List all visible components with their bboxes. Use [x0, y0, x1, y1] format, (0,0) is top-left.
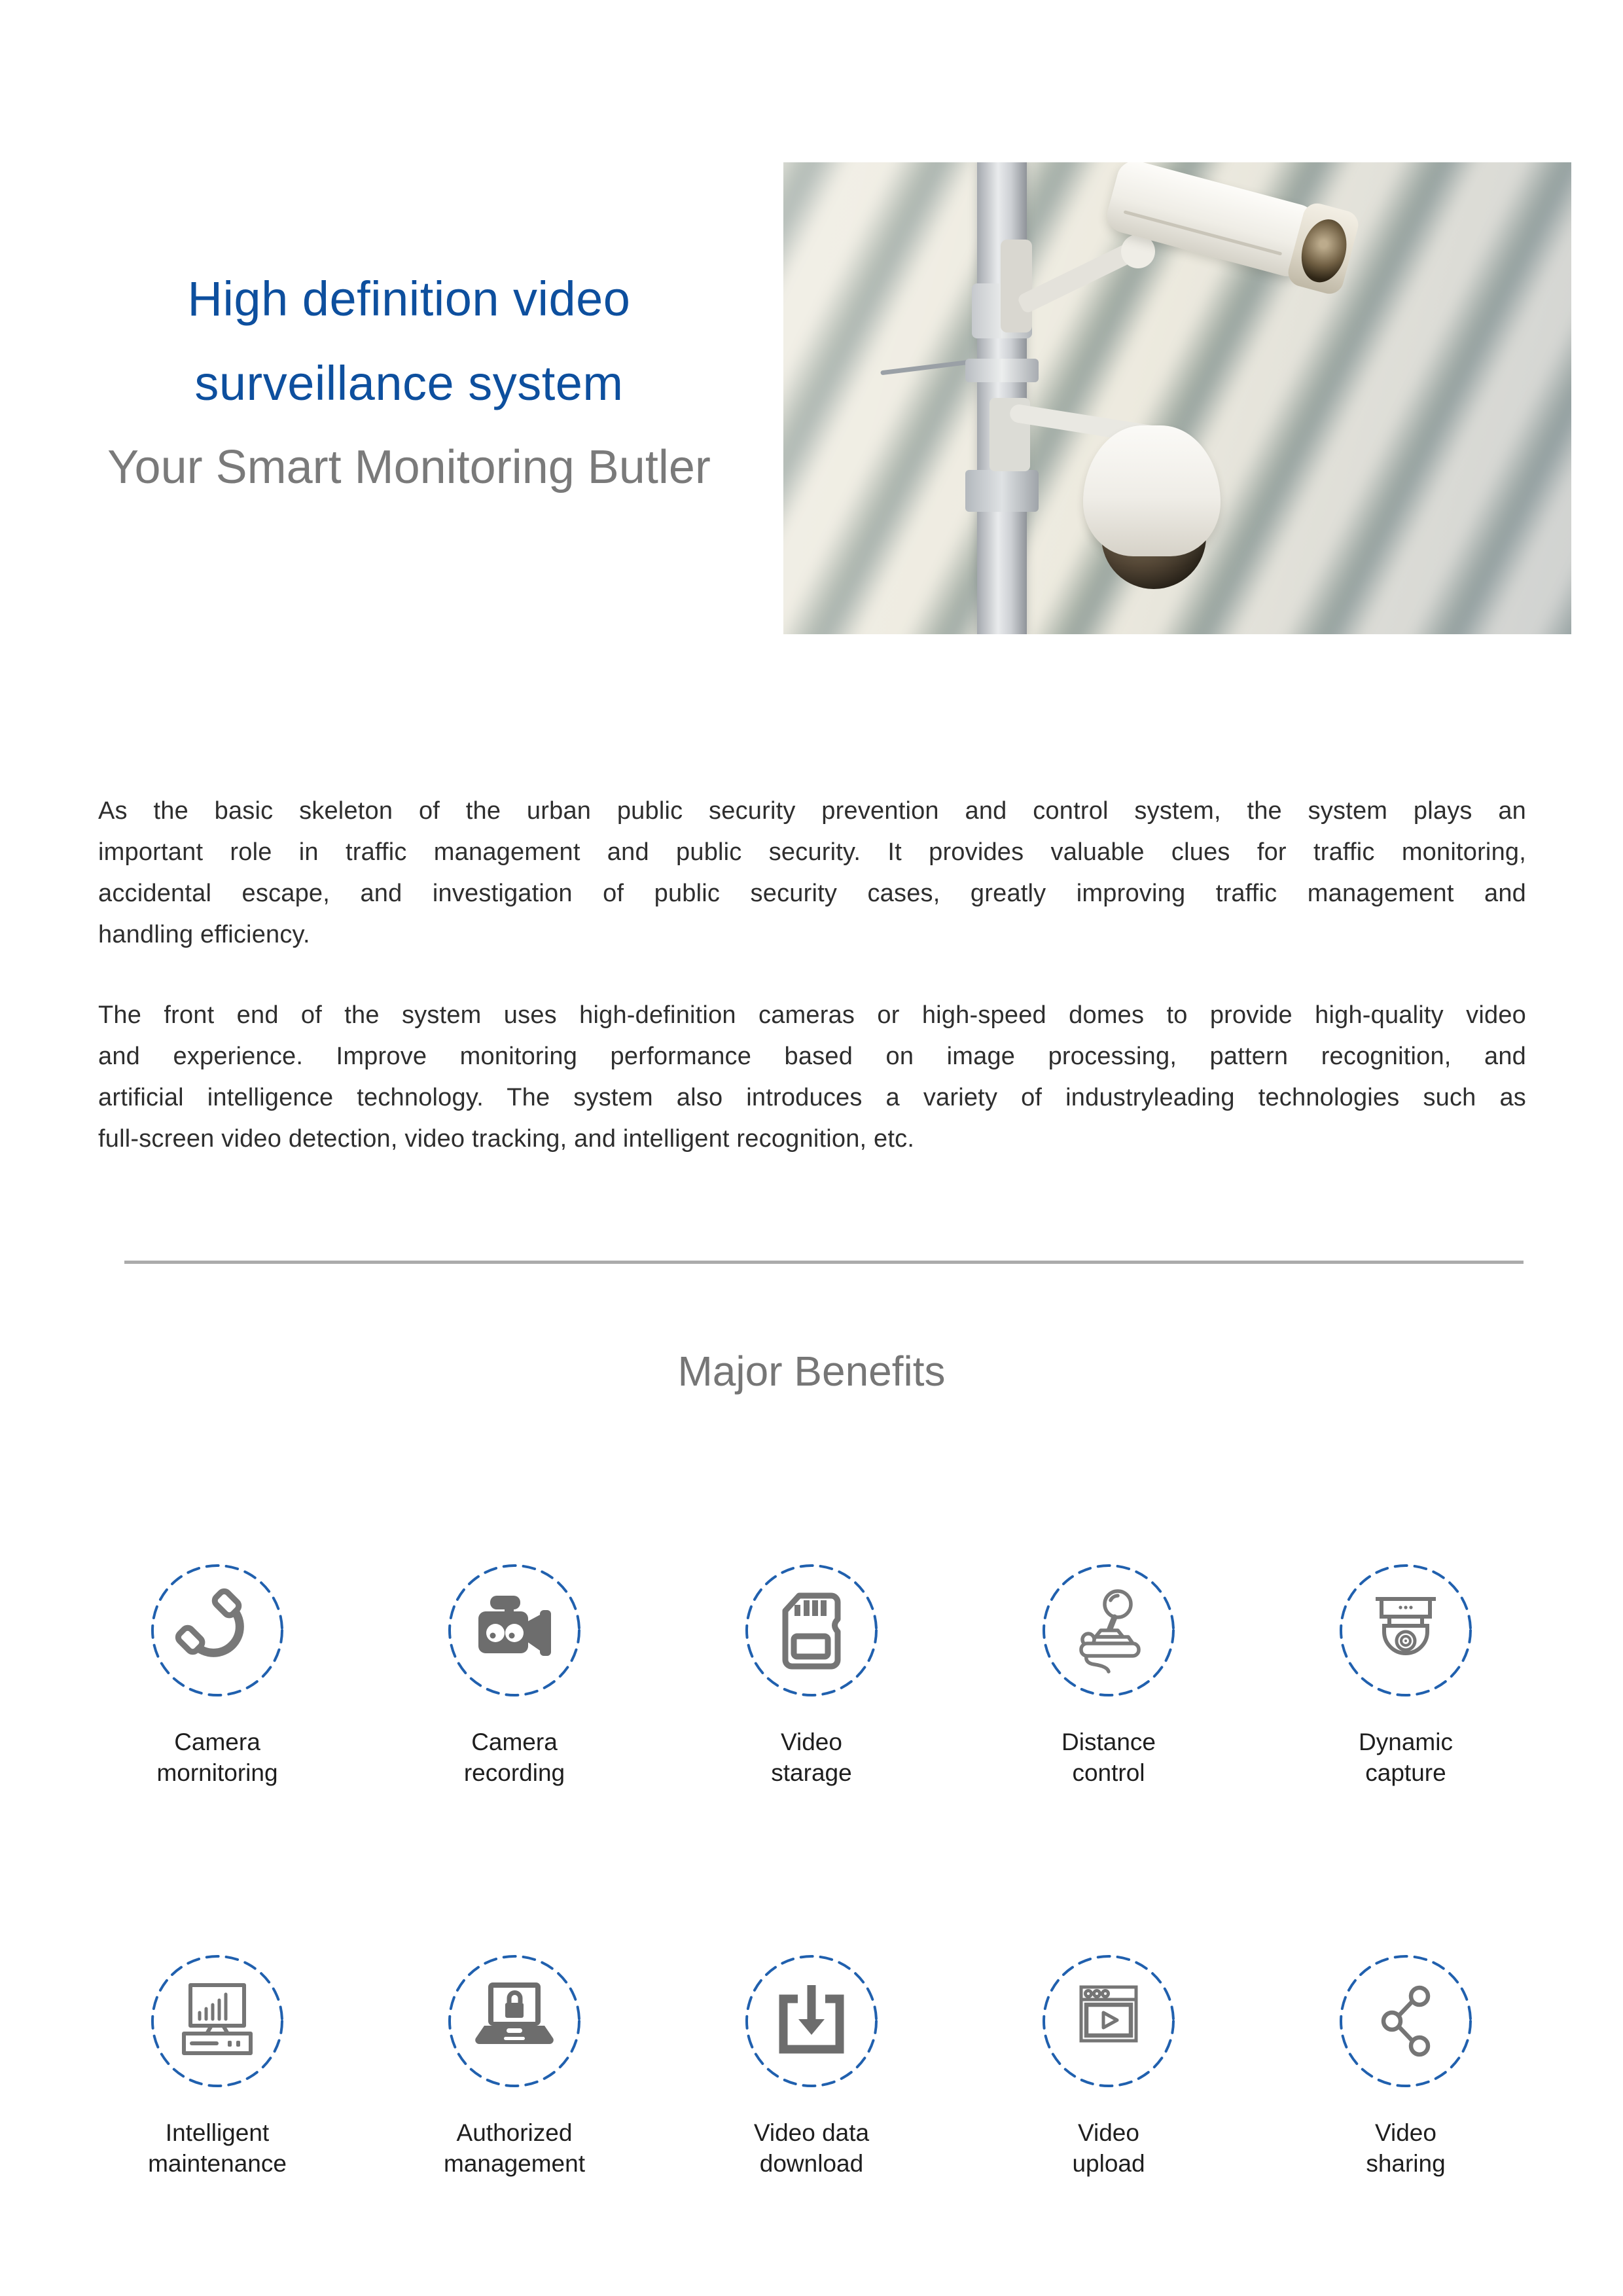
- benefits-row-1: [69, 1563, 1554, 1788]
- benefit-label: Camera mornitoring: [156, 1729, 278, 1786]
- benefit-item-camera-monitoring: [69, 1563, 366, 1788]
- download-icon: [744, 1954, 879, 2089]
- section-divider: [124, 1261, 1524, 1264]
- hero-image: [783, 162, 1571, 634]
- video-player-window-icon: [1041, 1954, 1176, 2089]
- benefit-item-intelligent-maintenance: [69, 1954, 366, 2179]
- page-subtitle: Your Smart Monitoring Butler: [107, 441, 711, 493]
- laptop-lock-icon: [447, 1954, 582, 2089]
- benefit-item-distance-control: [960, 1563, 1257, 1788]
- paragraph-line: full-screen video detection, video tracking, and intelligent recognition, etc.: [98, 1125, 915, 1153]
- benefit-label: Video data download: [753, 2119, 870, 2177]
- benefit-item-video-sharing: [1257, 1954, 1554, 2179]
- intro-paragraph-2: [98, 995, 1526, 1160]
- benefit-label: Distance control: [1061, 1729, 1156, 1786]
- video-camera-icon: [447, 1563, 582, 1698]
- benefit-label: Video upload: [1072, 2119, 1145, 2177]
- pole-clamp-upper: [965, 359, 1039, 382]
- benefit-item-video-storage: [663, 1563, 960, 1788]
- sd-card-icon: [744, 1563, 879, 1698]
- benefit-label: Authorized management: [444, 2119, 585, 2177]
- benefit-item-video-upload: [960, 1954, 1257, 2179]
- paragraph-line: important role in traffic management and public security. It provides valuable clues for traffic monitoring,: [98, 838, 1526, 866]
- page-title-line-2: surveillance system: [194, 356, 624, 410]
- share-icon: [1338, 1954, 1473, 2089]
- benefit-label: Video starage: [771, 1729, 852, 1786]
- benefit-label: Intelligent maintenance: [148, 2119, 287, 2177]
- dome-camera-icon: [1338, 1563, 1473, 1698]
- intro-section: [98, 791, 1526, 1199]
- paragraph-line: As the basic skeleton of the urban public security prevention and control system, the system plays an: [98, 797, 1526, 825]
- dome-camera-housing: [1083, 425, 1221, 556]
- benefit-item-camera-recording: [366, 1563, 663, 1788]
- benefits-row-2: [69, 1954, 1554, 2179]
- benefit-label: Dynamic capture: [1359, 1729, 1453, 1786]
- hero-title-block: [59, 257, 759, 510]
- benefit-label: Camera recording: [463, 1729, 565, 1786]
- bullet-camera-mount: [1001, 240, 1032, 332]
- paragraph-line: artificial intelligence technology. The system also introduces a variety of industryleading technologies such as: [98, 1084, 1526, 1111]
- paragraph-line: The front end of the system uses high-definition cameras or high-speed domes to provide high-quality video: [98, 1001, 1526, 1029]
- phone-handset-icon: [150, 1563, 285, 1698]
- benefit-item-dynamic-capture: [1257, 1563, 1554, 1788]
- paragraph-line: handling efficiency.: [98, 921, 310, 948]
- joystick-icon: [1041, 1563, 1176, 1698]
- pole-clamp-lower: [965, 470, 1039, 512]
- intro-paragraph-1: [98, 791, 1526, 956]
- desktop-monitoring-icon: [150, 1954, 285, 2089]
- benefit-label: Video sharing: [1366, 2119, 1446, 2177]
- benefit-item-video-data-download: [663, 1954, 960, 2179]
- page-title-line-1: High definition video: [187, 272, 631, 326]
- benefits-heading: Major Benefits: [677, 1348, 946, 1395]
- paragraph-line: and experience. Improve monitoring performance based on image processing, pattern recognition, and: [98, 1043, 1526, 1070]
- benefit-item-authorized-management: [366, 1954, 663, 2179]
- paragraph-line: accidental escape, and investigation of public security cases, greatly improving traffic management and: [98, 880, 1526, 907]
